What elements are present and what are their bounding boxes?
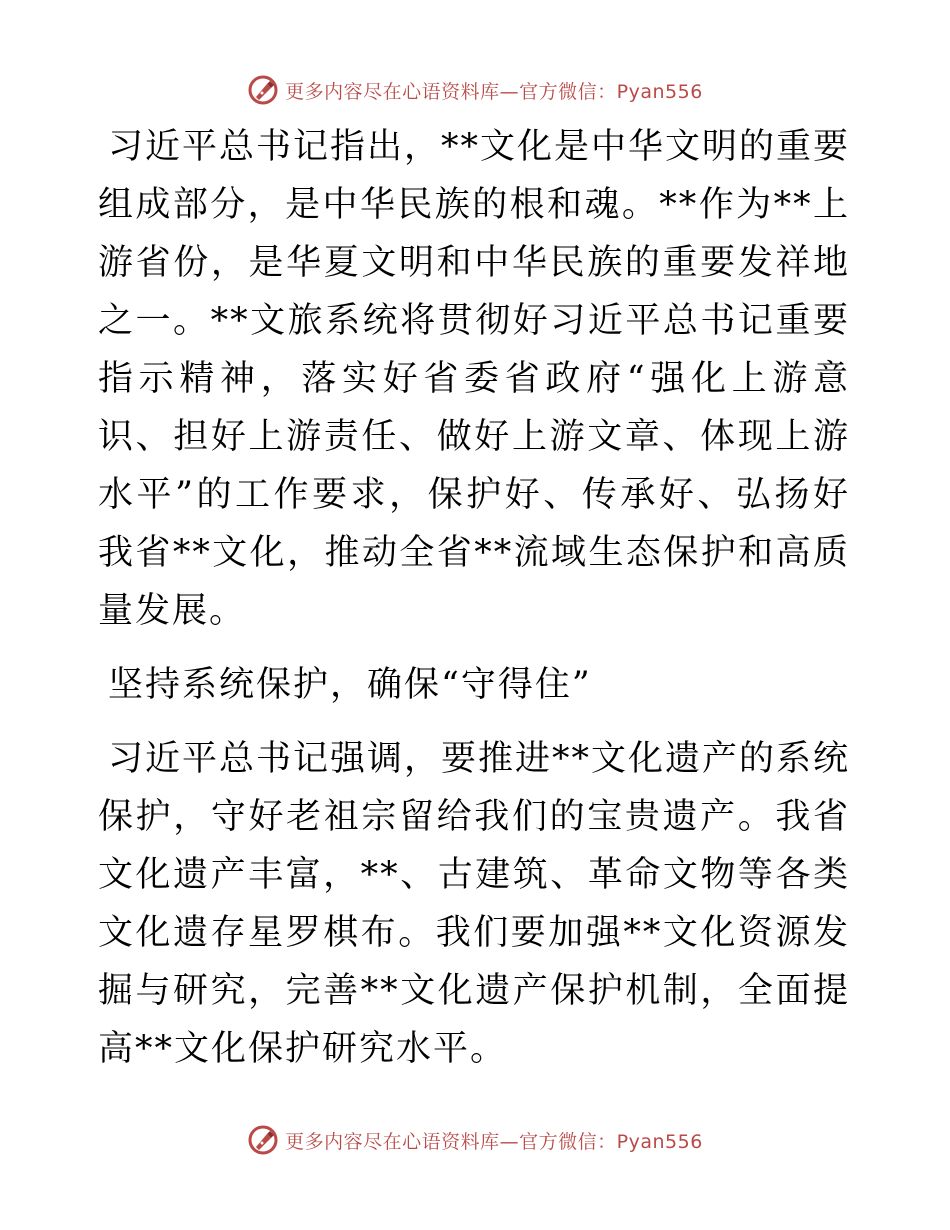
paragraph-2: 习近平总书记强调，要推进**文化遗产的系统保护，守好老祖宗留给我们的宝贵遗产。我省文化遗产丰富，**、古建筑、革命文物等各类文化遗存星罗棋布。我们要加强**文化资源发掘与研究，完善**文化遗产保护机制，全面提高**文化保护研究水平。 bbox=[98, 739, 851, 1069]
header-banner bbox=[0, 70, 950, 110]
footer-banner bbox=[0, 1120, 950, 1160]
pen-nib-logo-icon bbox=[247, 74, 279, 106]
header-banner-text: 更多内容尽在心语资料库—官方微信：Pyan556 bbox=[285, 80, 703, 103]
footer-banner-text: 更多内容尽在心语资料库—官方微信：Pyan556 bbox=[285, 1130, 703, 1153]
document-body bbox=[98, 118, 850, 1078]
section-heading-1: 坚持系统保护，确保“守得住” bbox=[108, 665, 592, 705]
paragraph-1: 习近平总书记指出，**文化是中华文明的重要组成部分，是中华民族的根和魂。**作为**上游省份，是华夏文明和中华民族的重要发祥地之一。**文旅系统将贯彻好习近平总书记重要指示精神，落实好省委省政府“强化上游意识、担好上游责任、做好上游文章、体现上游水平”的工作要求，保护好、传承好、弘扬好我省**文化，推动全省**流域生态保护和高质量发展。 bbox=[98, 127, 851, 631]
pen-nib-logo-icon bbox=[247, 1124, 279, 1156]
